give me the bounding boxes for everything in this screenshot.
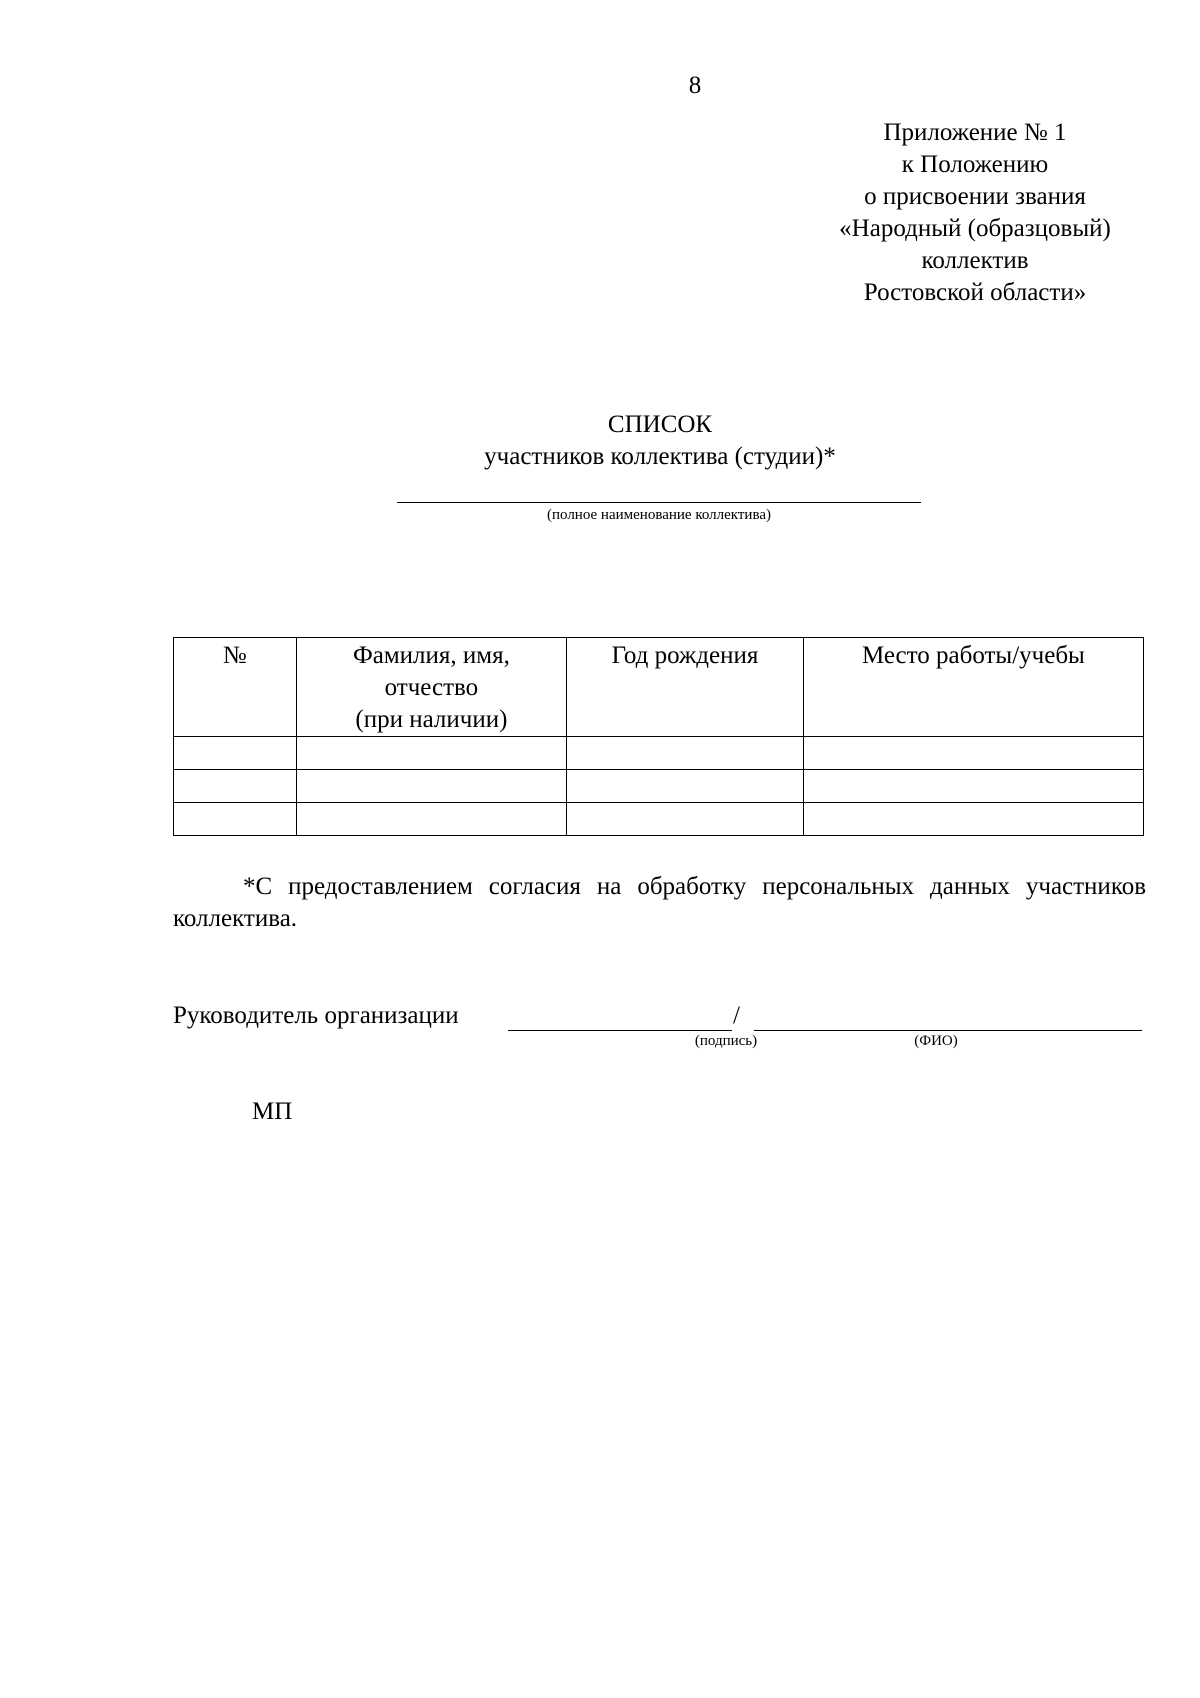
table-cell[interactable] — [567, 737, 804, 770]
signature-caption: (подпись) — [694, 1033, 758, 1049]
table-cell[interactable] — [174, 737, 297, 770]
header-place-label: Место работы/учебы — [861, 642, 1085, 669]
table-cell[interactable] — [174, 803, 297, 836]
table-cell[interactable] — [803, 803, 1143, 836]
table-row — [174, 803, 1144, 836]
header-name-line: отчество — [384, 674, 479, 701]
collective-name-field[interactable] — [397, 502, 921, 503]
signature-row — [173, 1002, 1173, 1062]
appendix-block — [780, 117, 1170, 309]
fio-caption: (ФИО) — [914, 1033, 958, 1049]
appendix-line: коллектив — [921, 247, 1029, 274]
table-cell[interactable] — [296, 803, 567, 836]
header-name-line: (при наличии) — [355, 706, 508, 733]
document-title — [0, 409, 1200, 473]
appendix-line: «Народный (образцовый) — [839, 215, 1111, 242]
appendix-line: Приложение № 1 — [883, 119, 1067, 146]
table-cell[interactable] — [296, 737, 567, 770]
table-row — [174, 770, 1144, 803]
table-cell[interactable] — [174, 770, 297, 803]
header-year — [567, 638, 804, 737]
title-sub: участников коллектива (студии)* — [484, 443, 836, 470]
signature-label: Руководитель организации — [173, 1002, 459, 1029]
header-num-label: № — [222, 642, 247, 669]
header-year-label: Год рождения — [611, 642, 759, 669]
participants-table — [173, 637, 1144, 836]
header-num — [174, 638, 297, 737]
title-main: СПИСОК — [607, 411, 713, 438]
stamp-place: МП — [252, 1098, 293, 1125]
appendix-line: к Положению — [901, 151, 1049, 178]
table-header-row — [174, 638, 1144, 737]
signature-slash: / — [733, 1002, 740, 1029]
header-name-line: Фамилия, имя, — [352, 642, 510, 669]
table-cell[interactable] — [567, 803, 804, 836]
appendix-line: о присвоении звания — [864, 183, 1086, 210]
table-row — [174, 737, 1144, 770]
appendix-line: Ростовской области» — [863, 279, 1087, 306]
table-cell[interactable] — [803, 737, 1143, 770]
signature-field[interactable] — [508, 1002, 732, 1031]
table-cell[interactable] — [567, 770, 804, 803]
footnote: *С предоставлением согласия на обработку персональных данных участников коллектива. — [173, 873, 1146, 932]
fio-field[interactable] — [754, 1002, 1142, 1031]
header-name — [296, 638, 567, 737]
table-cell[interactable] — [803, 770, 1143, 803]
table-cell[interactable] — [296, 770, 567, 803]
header-place — [803, 638, 1143, 737]
collective-name-caption: (полное наименование коллектива) — [547, 507, 771, 523]
page-number: 8 — [688, 72, 702, 99]
